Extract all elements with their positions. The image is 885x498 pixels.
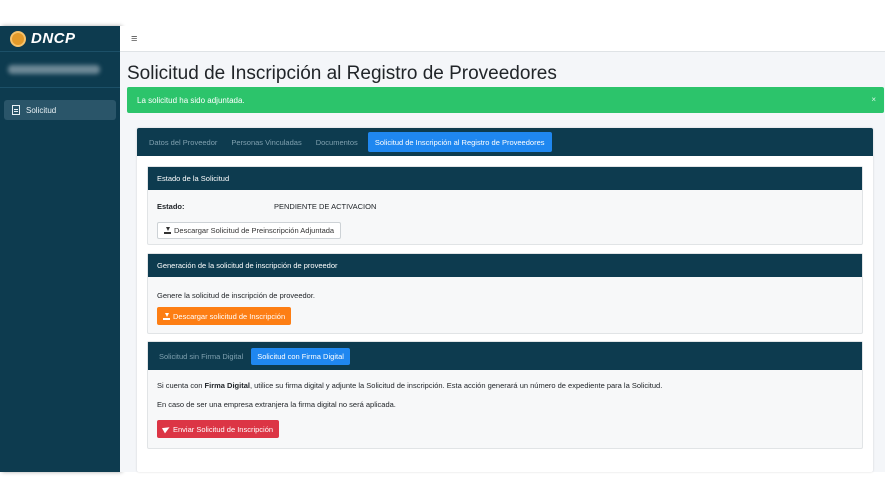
estado-panel-heading: Estado de la Solicitud [148, 167, 862, 190]
download-icon [163, 313, 170, 320]
close-icon[interactable]: × [871, 95, 876, 104]
firma-extranjera-note: En caso de ser una empresa extranjera la firma digital no será aplicada. [157, 400, 396, 409]
generacion-panel [147, 253, 863, 334]
success-alert [127, 87, 884, 113]
estado-value: PENDIENTE DE ACTIVACION [274, 202, 377, 211]
send-solicitud-button[interactable] [157, 420, 279, 438]
brand[interactable] [0, 26, 120, 52]
tab-sin-firma-digital[interactable]: Solicitud sin Firma Digital [159, 351, 244, 361]
download-preinscripcion-button[interactable] [157, 222, 341, 239]
tab-datos-proveedor[interactable]: Datos del Proveedor [149, 137, 218, 147]
dncp-logo-icon [10, 31, 26, 47]
sidebar-item-solicitud[interactable] [4, 100, 116, 120]
firma-panel [147, 341, 863, 449]
hamburger-icon[interactable]: ≡ [131, 33, 138, 45]
firma-text-bold: Firma Digital [204, 381, 250, 390]
firma-instructions [157, 381, 662, 390]
send-solicitud-label: Enviar Solicitud de Inscripción [173, 424, 274, 434]
download-inscripcion-label: Descargar solicitud de Inscripción [173, 311, 286, 321]
tab-con-firma-digital[interactable]: Solicitud con Firma Digital [251, 348, 350, 365]
tab-solicitud-inscripcion[interactable]: Solicitud de Inscripción al Registro de Proveedores [368, 132, 552, 152]
tab-documentos[interactable]: Documentos [315, 137, 358, 147]
page-title: Solicitud de Inscripción al Registro de Proveedores [127, 63, 557, 84]
main-card [137, 128, 873, 472]
document-icon [12, 105, 20, 115]
brand-name: DNCP [31, 30, 76, 47]
generacion-panel-heading: Generación de la solicitud de inscripción de proveedor [148, 254, 862, 277]
app-frame [0, 26, 885, 472]
download-preinscripcion-label: Descargar Solicitud de Preinscripción Adjuntada [174, 226, 335, 235]
user-panel [0, 52, 120, 88]
sidebar [0, 26, 120, 472]
estado-panel [147, 166, 863, 245]
topbar [120, 26, 885, 52]
tab-bar [137, 128, 873, 156]
alert-message: La solicitud ha sido adjuntada. [137, 95, 245, 105]
tab-personas-vinculadas[interactable]: Personas Vinculadas [231, 137, 302, 147]
firma-text-post: , utilice su firma digital y adjunte la Solicitud de inscripción. Esta acción generará un número de expediente para la Solicitud. [249, 381, 663, 390]
generacion-text: Genere la solicitud de inscripción de proveedor. [157, 291, 316, 300]
sidebar-item-label: Solicitud [26, 105, 57, 115]
main-content [120, 52, 885, 472]
firma-subtab-bar [148, 342, 862, 370]
estado-row [157, 202, 376, 211]
download-inscripcion-button[interactable] [157, 307, 291, 325]
firma-text-pre: Si cuenta con [157, 381, 205, 390]
download-icon [164, 227, 171, 234]
estado-label: Estado: [157, 202, 185, 211]
user-name-redacted [8, 65, 100, 74]
send-icon [162, 425, 171, 434]
